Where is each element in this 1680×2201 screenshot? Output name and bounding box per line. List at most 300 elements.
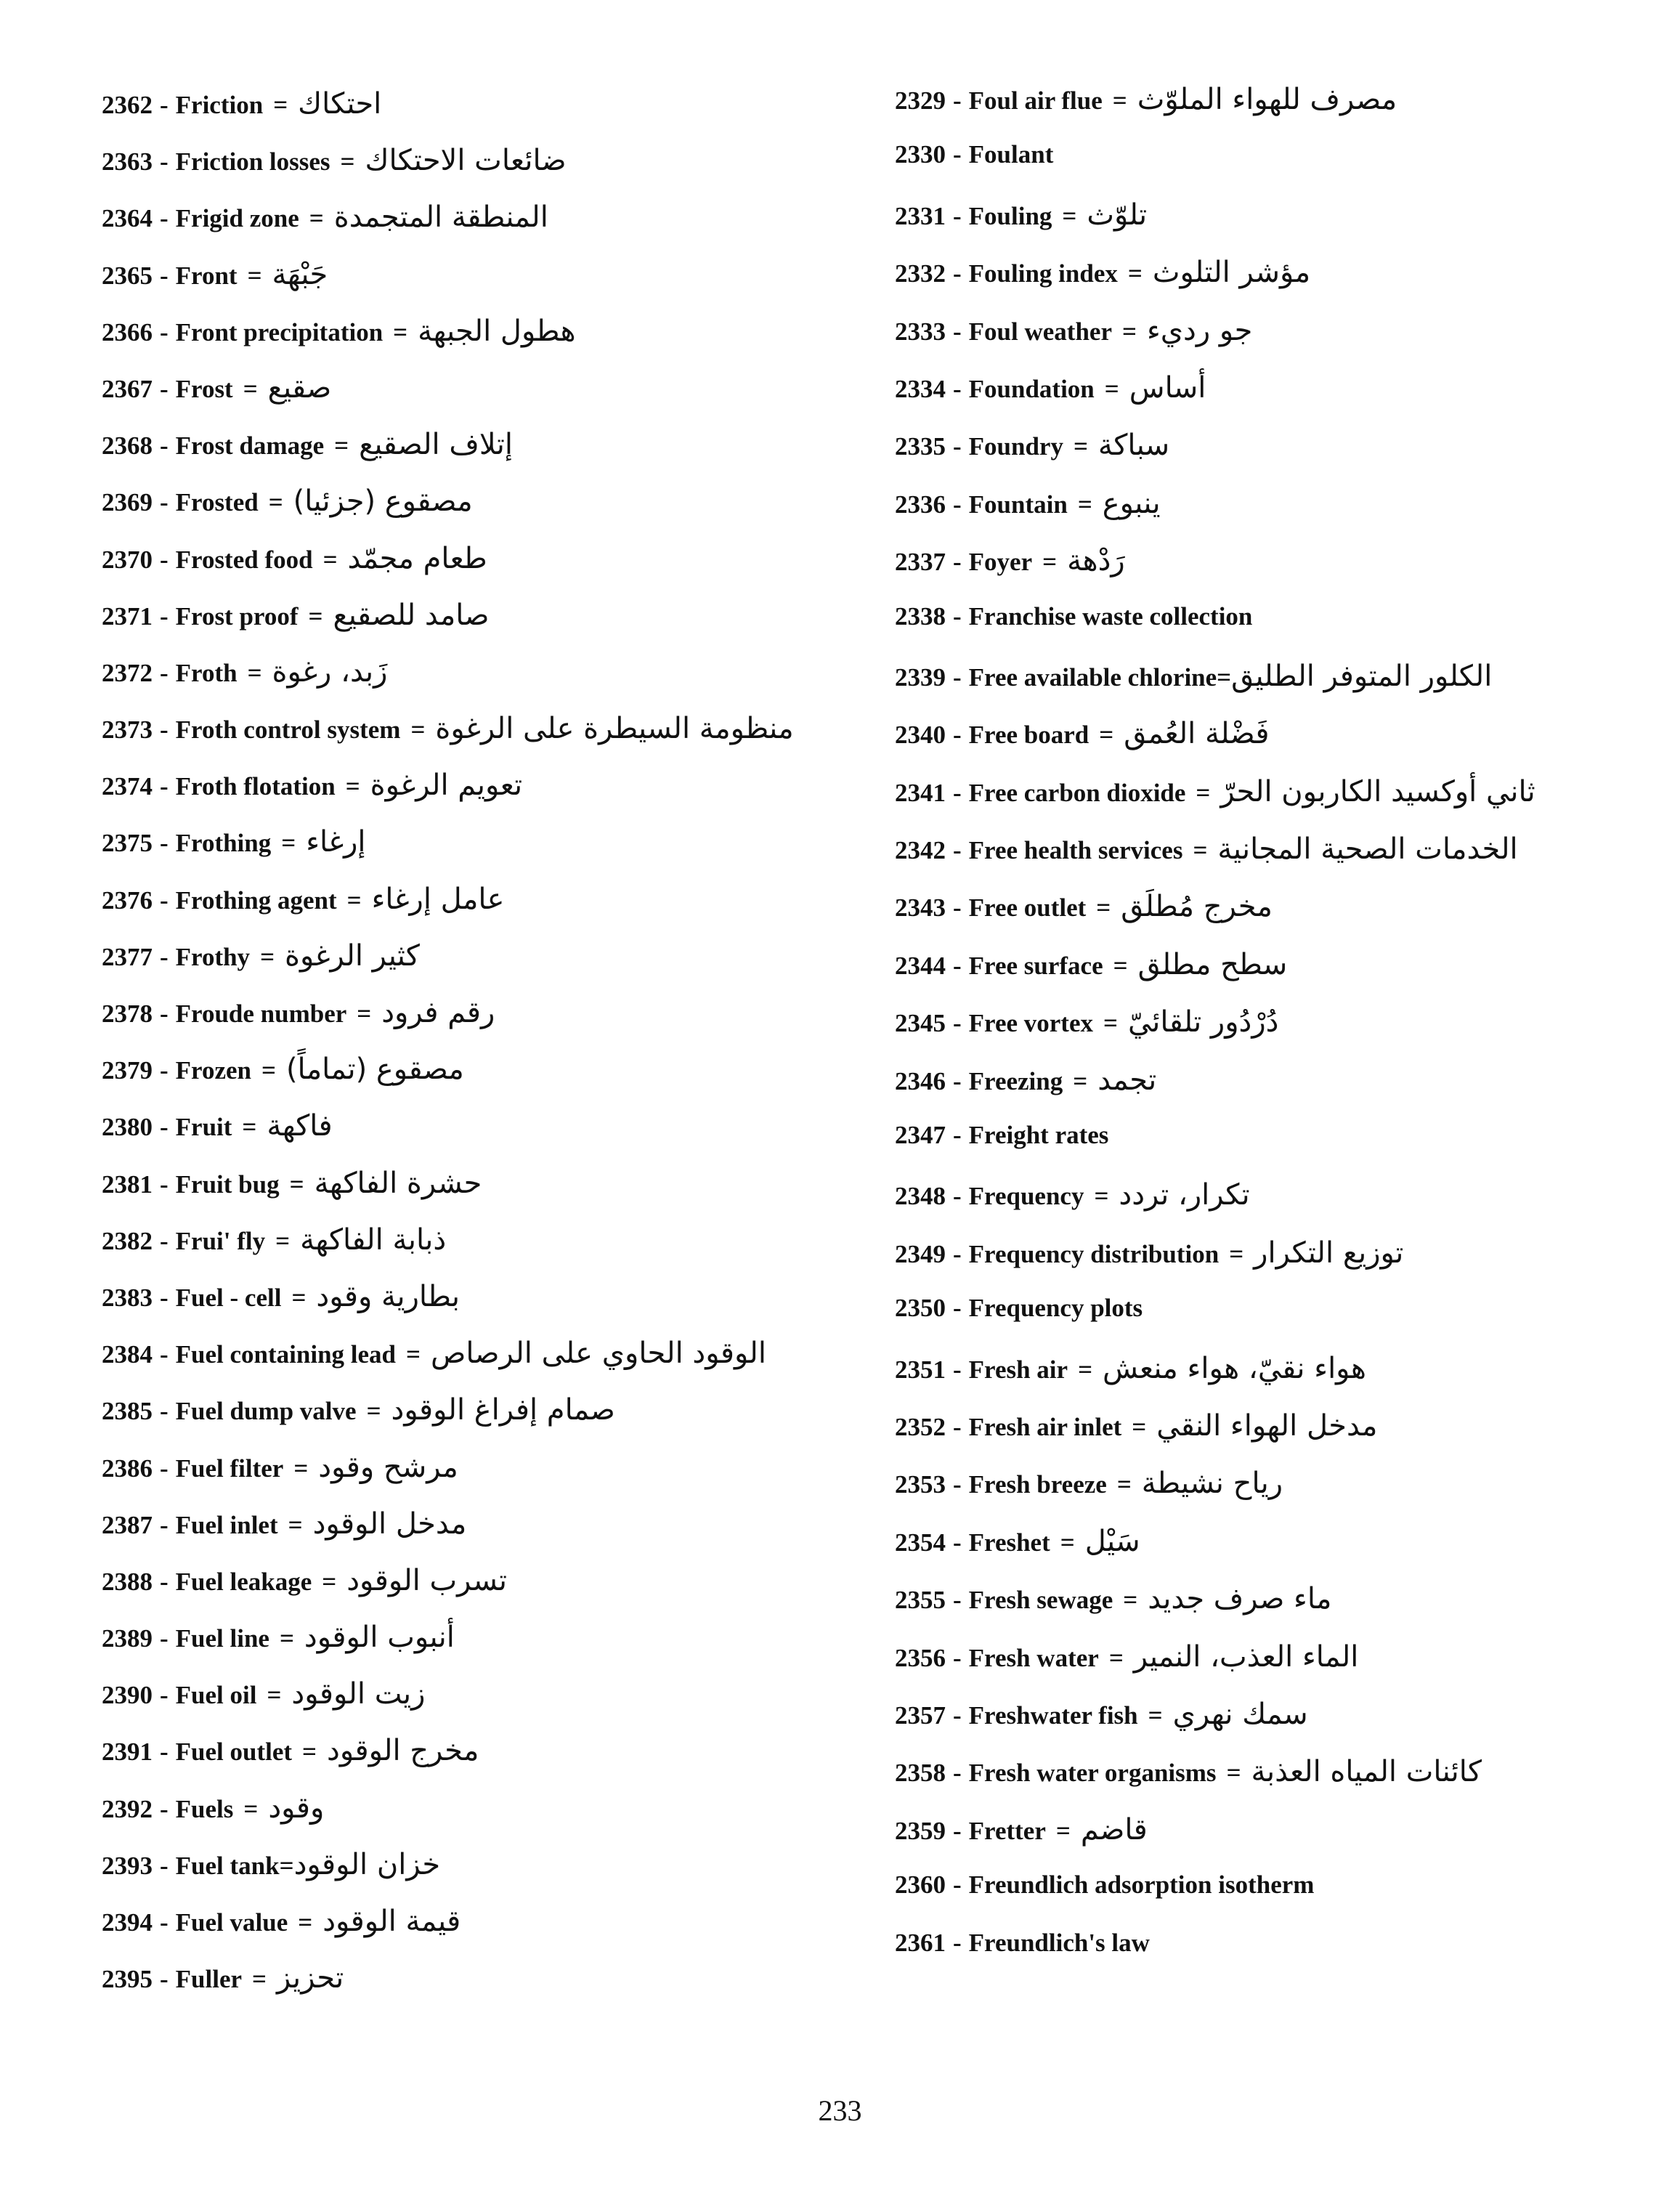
entry-number: 2372 bbox=[102, 658, 153, 687]
english-term: Fuller bbox=[175, 1965, 243, 1994]
equals-sign: = bbox=[1226, 1759, 1241, 1788]
english-term: Frequency bbox=[968, 1182, 1084, 1211]
english-term: Fuels bbox=[175, 1794, 234, 1823]
arabic-translation: منظومة السيطرة على الرغوة bbox=[435, 712, 794, 746]
equals-sign: = bbox=[268, 488, 283, 517]
equals-sign: = bbox=[247, 658, 262, 687]
glossary-entry bbox=[895, 83, 1650, 140]
entry-dash: - bbox=[160, 942, 169, 971]
equals-sign: = bbox=[302, 1738, 317, 1767]
glossary-entry bbox=[102, 1337, 886, 1393]
glossary-entry bbox=[895, 198, 1650, 256]
equals-sign: = bbox=[279, 1624, 294, 1653]
arabic-translation: مصقوع (تماماً) bbox=[285, 1053, 464, 1087]
equals-sign: = bbox=[309, 204, 324, 233]
equals-sign: = bbox=[243, 374, 258, 403]
equals-sign: = bbox=[1123, 1586, 1138, 1615]
glossary-entry bbox=[102, 144, 886, 200]
equals-sign: = bbox=[340, 147, 355, 177]
glossary-entry bbox=[895, 429, 1650, 486]
entry-dash: - bbox=[160, 1965, 169, 1994]
arabic-translation: زيت الوقود bbox=[291, 1677, 426, 1711]
english-term: Fresh water organisms bbox=[968, 1759, 1217, 1788]
english-term: Foyer bbox=[968, 548, 1033, 577]
english-term: Fuel tank bbox=[175, 1851, 280, 1880]
glossary-entry bbox=[895, 1525, 1650, 1582]
arabic-translation: مصرف للهواء الملوّث bbox=[1137, 83, 1397, 116]
english-term: Frosted bbox=[175, 488, 259, 517]
english-term: Fuel value bbox=[175, 1908, 288, 1937]
equals-sign: = bbox=[1096, 893, 1111, 923]
english-term: Fretter bbox=[968, 1816, 1046, 1845]
arabic-translation: هطول الجبهة bbox=[418, 314, 576, 348]
equals-sign: = bbox=[1148, 1701, 1163, 1730]
english-term: Fruit bug bbox=[175, 1170, 280, 1199]
entry-dash: - bbox=[160, 91, 169, 119]
glossary-entry bbox=[102, 599, 886, 655]
entry-dash: - bbox=[160, 658, 169, 687]
english-term: Free health services bbox=[968, 836, 1183, 865]
glossary-entry bbox=[895, 487, 1650, 544]
arabic-translation: الخدمات الصحية المجانية bbox=[1217, 832, 1518, 867]
arabic-translation: مؤشر التلوث bbox=[1152, 256, 1311, 290]
glossary-entry bbox=[895, 1582, 1650, 1639]
equals-sign: = bbox=[288, 1510, 303, 1539]
entry-number: 2368 bbox=[102, 431, 153, 461]
english-term: Frui' fly bbox=[175, 1226, 266, 1255]
arabic-translation: تلوّث bbox=[1087, 198, 1148, 232]
arabic-translation: كثير الرغوة bbox=[285, 939, 420, 973]
entry-dash: - bbox=[953, 1816, 962, 1845]
equals-sign: = bbox=[334, 431, 349, 461]
arabic-translation: رياح نشيطة bbox=[1141, 1467, 1283, 1501]
equals-sign: = bbox=[1077, 490, 1092, 519]
glossary-entry bbox=[895, 544, 1650, 601]
english-term: Foul air flue bbox=[968, 86, 1103, 115]
entry-dash: - bbox=[160, 601, 169, 631]
english-term: Foundry bbox=[968, 432, 1063, 461]
glossary-entry bbox=[102, 996, 886, 1053]
equals-sign: = bbox=[1116, 1470, 1132, 1499]
entry-dash: - bbox=[953, 259, 962, 288]
entry-number: 2375 bbox=[102, 829, 153, 858]
entry-number: 2355 bbox=[895, 1586, 946, 1615]
english-term: Foundation bbox=[968, 374, 1095, 403]
entry-number: 2381 bbox=[102, 1170, 153, 1199]
page-number: 233 bbox=[818, 2094, 862, 2127]
arabic-translation: ينبوع bbox=[1102, 486, 1161, 520]
english-term: Free surface bbox=[968, 951, 1103, 980]
arabic-translation: وقود bbox=[268, 1791, 325, 1825]
entry-dash: - bbox=[160, 431, 169, 461]
entry-dash: - bbox=[953, 951, 962, 980]
glossary-entry bbox=[102, 1053, 886, 1109]
english-term: Froth bbox=[175, 658, 238, 687]
glossary-entry bbox=[895, 314, 1650, 371]
english-term: Front precipitation bbox=[175, 317, 384, 346]
equals-sign: = bbox=[357, 1000, 372, 1028]
equals-sign: = bbox=[393, 317, 408, 346]
entry-number: 2329 bbox=[895, 86, 946, 115]
glossary-entry bbox=[895, 775, 1650, 832]
arabic-translation: مخرج الوقود bbox=[327, 1734, 479, 1768]
english-term: Frequency plots bbox=[968, 1294, 1143, 1323]
english-term: Fresh air bbox=[968, 1355, 1068, 1384]
arabic-translation: المنطقة المتجمدة bbox=[333, 200, 548, 235]
entry-dash: - bbox=[953, 1528, 962, 1557]
entry-number: 2362 bbox=[102, 91, 153, 119]
arabic-translation: أساس bbox=[1129, 370, 1206, 405]
entry-dash: - bbox=[953, 1294, 962, 1323]
english-term: Fresh sewage bbox=[968, 1586, 1113, 1615]
entry-dash: - bbox=[160, 1794, 169, 1823]
entry-dash: - bbox=[160, 261, 169, 290]
equals-sign: = bbox=[406, 1340, 421, 1369]
entry-number: 2364 bbox=[102, 204, 153, 233]
arabic-translation: توزيع التكرار bbox=[1254, 1236, 1404, 1270]
glossary-entry bbox=[895, 717, 1650, 774]
english-term: Friction losses bbox=[175, 147, 330, 177]
arabic-translation: تعويم الرغوة bbox=[370, 769, 523, 803]
arabic-translation: بطارية وقود bbox=[316, 1279, 460, 1313]
glossary-entry bbox=[895, 1236, 1650, 1294]
arabic-translation: فَضْلة العُمق bbox=[1124, 717, 1270, 751]
entry-dash: - bbox=[953, 201, 962, 230]
entry-number: 2331 bbox=[895, 201, 946, 230]
entry-number: 2339 bbox=[895, 662, 946, 692]
entry-dash: - bbox=[160, 1397, 169, 1426]
entry-number: 2378 bbox=[102, 1000, 153, 1028]
entry-dash: - bbox=[160, 1340, 169, 1369]
entry-dash: - bbox=[160, 1113, 169, 1142]
glossary-entry bbox=[102, 1791, 886, 1848]
equals-sign: = bbox=[1112, 86, 1127, 115]
entry-dash: - bbox=[160, 1567, 169, 1596]
arabic-translation: خزان الوقود bbox=[293, 1847, 441, 1881]
entry-dash: - bbox=[160, 1226, 169, 1255]
glossary-entry bbox=[895, 1178, 1650, 1236]
english-term: Frothing bbox=[175, 829, 272, 858]
glossary-entry bbox=[895, 602, 1650, 660]
english-term: Frost bbox=[175, 374, 233, 403]
english-term: Frost proof bbox=[175, 601, 299, 631]
entry-number: 2363 bbox=[102, 147, 153, 177]
entry-dash: - bbox=[160, 1454, 169, 1483]
glossary-entry bbox=[895, 1121, 1650, 1178]
glossary-entry bbox=[102, 1848, 886, 1905]
equals-sign: = bbox=[322, 1567, 337, 1596]
glossary-entry bbox=[102, 712, 886, 769]
equals-sign: = bbox=[260, 942, 275, 971]
entry-number: 2353 bbox=[895, 1470, 946, 1499]
equals-sign: = bbox=[1193, 836, 1208, 865]
equals-sign: = bbox=[1055, 1816, 1071, 1845]
english-term: Fresh water bbox=[968, 1643, 1099, 1672]
equals-sign: = bbox=[345, 772, 360, 801]
arabic-translation: دُرْدُور تلقائيّ bbox=[1127, 1005, 1279, 1039]
glossary-entry bbox=[102, 1223, 886, 1280]
english-term: Fuel line bbox=[175, 1624, 269, 1653]
entry-dash: - bbox=[160, 317, 169, 346]
english-term: Frigid zone bbox=[175, 204, 299, 233]
english-term: Fresh air inlet bbox=[968, 1412, 1122, 1441]
glossary-entry bbox=[895, 1755, 1650, 1812]
entry-number: 2387 bbox=[102, 1510, 153, 1539]
entry-number: 2341 bbox=[895, 778, 946, 807]
english-term: Front bbox=[175, 261, 238, 290]
entry-number: 2383 bbox=[102, 1283, 153, 1312]
english-term: Foul weather bbox=[968, 317, 1112, 346]
equals-sign: = bbox=[275, 1226, 291, 1255]
entry-number: 2338 bbox=[895, 601, 946, 631]
arabic-translation: هواء نقيّ، هواء منعش bbox=[1103, 1351, 1366, 1385]
entry-dash: - bbox=[953, 490, 962, 519]
entry-number: 2358 bbox=[895, 1759, 946, 1788]
equals-sign: = bbox=[308, 601, 323, 631]
entry-dash: - bbox=[160, 374, 169, 403]
entry-dash: - bbox=[953, 432, 962, 461]
english-term: Fuel inlet bbox=[175, 1510, 278, 1539]
entry-dash: - bbox=[160, 204, 169, 233]
entry-number: 2393 bbox=[102, 1851, 153, 1880]
equals-sign: = bbox=[1127, 259, 1143, 288]
entry-number: 2359 bbox=[895, 1816, 946, 1845]
english-term: Frosted food bbox=[175, 545, 313, 574]
english-term: Free vortex bbox=[968, 1009, 1093, 1038]
entry-number: 2342 bbox=[895, 836, 946, 865]
glossary-entry bbox=[102, 485, 886, 541]
entry-number: 2376 bbox=[102, 885, 153, 915]
equals-sign: = bbox=[1062, 201, 1077, 230]
arabic-translation: رَدْهة bbox=[1067, 544, 1125, 578]
arabic-translation: ثاني أوكسيد الكاربون الحرّ bbox=[1220, 774, 1535, 808]
entry-dash: - bbox=[953, 1412, 962, 1441]
entry-number: 2379 bbox=[102, 1056, 153, 1085]
entry-number: 2345 bbox=[895, 1009, 946, 1038]
entry-number: 2395 bbox=[102, 1965, 153, 1994]
english-term: Free outlet bbox=[968, 893, 1087, 923]
arabic-translation: عامل إرغاء bbox=[371, 882, 505, 916]
entry-dash: - bbox=[160, 1624, 169, 1653]
entry-number: 2337 bbox=[895, 548, 946, 577]
entry-number: 2343 bbox=[895, 893, 946, 923]
equals-sign: = bbox=[293, 1454, 309, 1483]
entry-dash: - bbox=[953, 374, 962, 403]
arabic-translation: الكلور المتوفر الطليق bbox=[1231, 659, 1493, 693]
arabic-translation: رقم فرود bbox=[381, 996, 495, 1029]
entry-number: 2394 bbox=[102, 1908, 153, 1937]
entry-dash: - bbox=[160, 885, 169, 915]
arabic-translation: مدخل الوقود bbox=[312, 1507, 467, 1541]
arabic-translation: أنبوب الوقود bbox=[304, 1621, 455, 1655]
arabic-translation: جو رديء bbox=[1146, 313, 1253, 347]
glossary-entry bbox=[895, 1870, 1650, 1928]
entry-number: 2356 bbox=[895, 1643, 946, 1672]
glossary-entry bbox=[102, 1393, 886, 1450]
arabic-translation: سطح مطلق bbox=[1137, 947, 1288, 981]
glossary-entry bbox=[102, 428, 886, 485]
english-term: Free carbon dioxide bbox=[968, 778, 1186, 807]
entry-dash: - bbox=[953, 317, 962, 346]
entry-dash: - bbox=[160, 716, 169, 745]
glossary-entry bbox=[102, 371, 886, 428]
entry-dash: - bbox=[953, 1759, 962, 1788]
glossary-entry bbox=[102, 655, 886, 712]
entry-number: 2330 bbox=[895, 140, 946, 169]
equals-sign: = bbox=[322, 545, 338, 574]
arabic-translation: سمك نهري bbox=[1172, 1697, 1308, 1731]
entry-number: 2348 bbox=[895, 1182, 946, 1211]
entry-number: 2380 bbox=[102, 1113, 153, 1142]
entry-dash: - bbox=[953, 1586, 962, 1615]
arabic-translation: فاكهة bbox=[267, 1109, 333, 1143]
entry-dash: - bbox=[953, 1701, 962, 1730]
entry-number: 2384 bbox=[102, 1340, 153, 1369]
entry-number: 2389 bbox=[102, 1624, 153, 1653]
glossary-entry bbox=[102, 1451, 886, 1507]
english-term: Fuel dump valve bbox=[175, 1397, 357, 1426]
english-term: Frequency distribution bbox=[968, 1239, 1220, 1268]
english-term: Freundlich's law bbox=[968, 1928, 1150, 1957]
glossary-entry bbox=[895, 660, 1650, 717]
glossary-entry bbox=[895, 140, 1650, 198]
english-term: Freshet bbox=[968, 1528, 1050, 1557]
entry-dash: - bbox=[953, 1182, 962, 1211]
entry-dash: - bbox=[953, 601, 962, 631]
english-term: Fuel filter bbox=[175, 1454, 284, 1483]
equals-sign: = bbox=[298, 1908, 313, 1937]
glossary-entry bbox=[102, 825, 886, 882]
entry-number: 2370 bbox=[102, 545, 153, 574]
entry-dash: - bbox=[953, 1355, 962, 1384]
english-term: Fuel containing lead bbox=[175, 1340, 397, 1369]
glossary-entry bbox=[895, 1005, 1650, 1063]
equals-sign: = bbox=[1099, 721, 1114, 750]
english-term: Fuel leakage bbox=[175, 1567, 312, 1596]
equals-sign: = bbox=[410, 716, 426, 745]
equals-sign: = bbox=[1196, 778, 1211, 807]
glossary-entry bbox=[102, 542, 886, 599]
english-term: Freezing bbox=[968, 1066, 1063, 1095]
equals-sign: = bbox=[247, 261, 262, 290]
left-column bbox=[102, 87, 886, 2018]
entry-dash: - bbox=[953, 1239, 962, 1268]
english-term: Frozen bbox=[175, 1056, 251, 1085]
glossary-entry bbox=[102, 1905, 886, 1961]
entry-number: 2365 bbox=[102, 261, 153, 290]
arabic-translation: احتكاك bbox=[298, 87, 382, 121]
english-term: Fouling bbox=[968, 201, 1052, 230]
equals-sign: = bbox=[281, 829, 296, 858]
glossary-entry bbox=[895, 832, 1650, 890]
arabic-translation: ذبابة الفاكهة bbox=[300, 1223, 447, 1257]
entry-dash: - bbox=[160, 1681, 169, 1710]
entry-number: 2388 bbox=[102, 1567, 153, 1596]
arabic-translation: إرغاء bbox=[306, 825, 366, 859]
glossary-entry bbox=[102, 258, 886, 315]
equals-sign: = bbox=[242, 1113, 257, 1142]
entry-number: 2349 bbox=[895, 1239, 946, 1268]
english-term: Fruit bbox=[175, 1113, 232, 1142]
entry-number: 2373 bbox=[102, 716, 153, 745]
equals-sign: = bbox=[267, 1681, 282, 1710]
arabic-translation: سَيْل bbox=[1084, 1524, 1140, 1558]
entry-dash: - bbox=[953, 86, 962, 115]
entry-number: 2350 bbox=[895, 1294, 946, 1323]
equals-sign: = bbox=[1104, 374, 1119, 403]
glossary-entry bbox=[895, 890, 1650, 947]
entry-number: 2352 bbox=[895, 1412, 946, 1441]
arabic-translation: صامد للصقيع bbox=[333, 598, 490, 632]
equals-sign: = bbox=[289, 1170, 304, 1199]
equals-sign: = bbox=[346, 885, 362, 915]
entry-number: 2360 bbox=[895, 1870, 946, 1900]
equals-sign: = bbox=[279, 1851, 294, 1880]
entry-number: 2386 bbox=[102, 1454, 153, 1483]
entry-dash: - bbox=[160, 1056, 169, 1085]
entry-dash: - bbox=[160, 772, 169, 801]
entry-number: 2371 bbox=[102, 601, 153, 631]
english-term: Free available chlorine bbox=[968, 662, 1217, 692]
english-term: Franchise waste collection bbox=[968, 601, 1253, 631]
english-term: Friction bbox=[175, 91, 264, 119]
glossary-entry bbox=[102, 1507, 886, 1564]
arabic-translation: قاضم bbox=[1080, 1812, 1148, 1847]
english-term: Fuel oil bbox=[175, 1681, 257, 1710]
entry-number: 2334 bbox=[895, 374, 946, 403]
entry-dash: - bbox=[953, 140, 962, 169]
entry-number: 2369 bbox=[102, 488, 153, 517]
entry-number: 2335 bbox=[895, 432, 946, 461]
arabic-translation: ماء صرف جديد bbox=[1148, 1582, 1332, 1616]
equals-sign: = bbox=[1132, 1412, 1147, 1441]
english-term: Free board bbox=[968, 721, 1089, 750]
english-term: Frothy bbox=[175, 942, 251, 971]
entry-dash: - bbox=[953, 1928, 962, 1957]
glossary-entry bbox=[895, 948, 1650, 1005]
entry-dash: - bbox=[160, 1738, 169, 1767]
arabic-translation: جَبْهَة bbox=[272, 257, 328, 291]
glossary-entry bbox=[895, 1063, 1650, 1121]
entry-dash: - bbox=[160, 1000, 169, 1028]
glossary-entry bbox=[895, 1409, 1650, 1467]
entry-dash: - bbox=[160, 1908, 169, 1937]
entry-dash: - bbox=[160, 829, 169, 858]
arabic-translation: صقيع bbox=[267, 370, 332, 405]
arabic-translation: حشرة الفاكهة bbox=[314, 1166, 482, 1200]
english-term: Fresh breeze bbox=[968, 1470, 1107, 1499]
english-term: Foulant bbox=[968, 140, 1054, 169]
entry-number: 2336 bbox=[895, 490, 946, 519]
equals-sign: = bbox=[291, 1283, 307, 1312]
entry-number: 2354 bbox=[895, 1528, 946, 1557]
equals-sign: = bbox=[1103, 1009, 1118, 1038]
english-term: Fuel outlet bbox=[175, 1738, 293, 1767]
equals-sign: = bbox=[1094, 1182, 1109, 1211]
arabic-translation: تسرب الوقود bbox=[346, 1563, 508, 1597]
entry-number: 2347 bbox=[895, 1121, 946, 1150]
entry-dash: - bbox=[953, 1643, 962, 1672]
english-term: Froth control system bbox=[175, 716, 401, 745]
entry-dash: - bbox=[953, 1066, 962, 1095]
glossary-entry bbox=[102, 883, 886, 939]
arabic-translation: ضائعات الاحتكاك bbox=[365, 144, 567, 178]
equals-sign: = bbox=[1060, 1528, 1075, 1557]
arabic-translation: مصقوع (جزئيا) bbox=[293, 485, 473, 519]
glossary-entry bbox=[102, 939, 886, 996]
equals-sign: = bbox=[1229, 1239, 1244, 1268]
entry-number: 2351 bbox=[895, 1355, 946, 1384]
